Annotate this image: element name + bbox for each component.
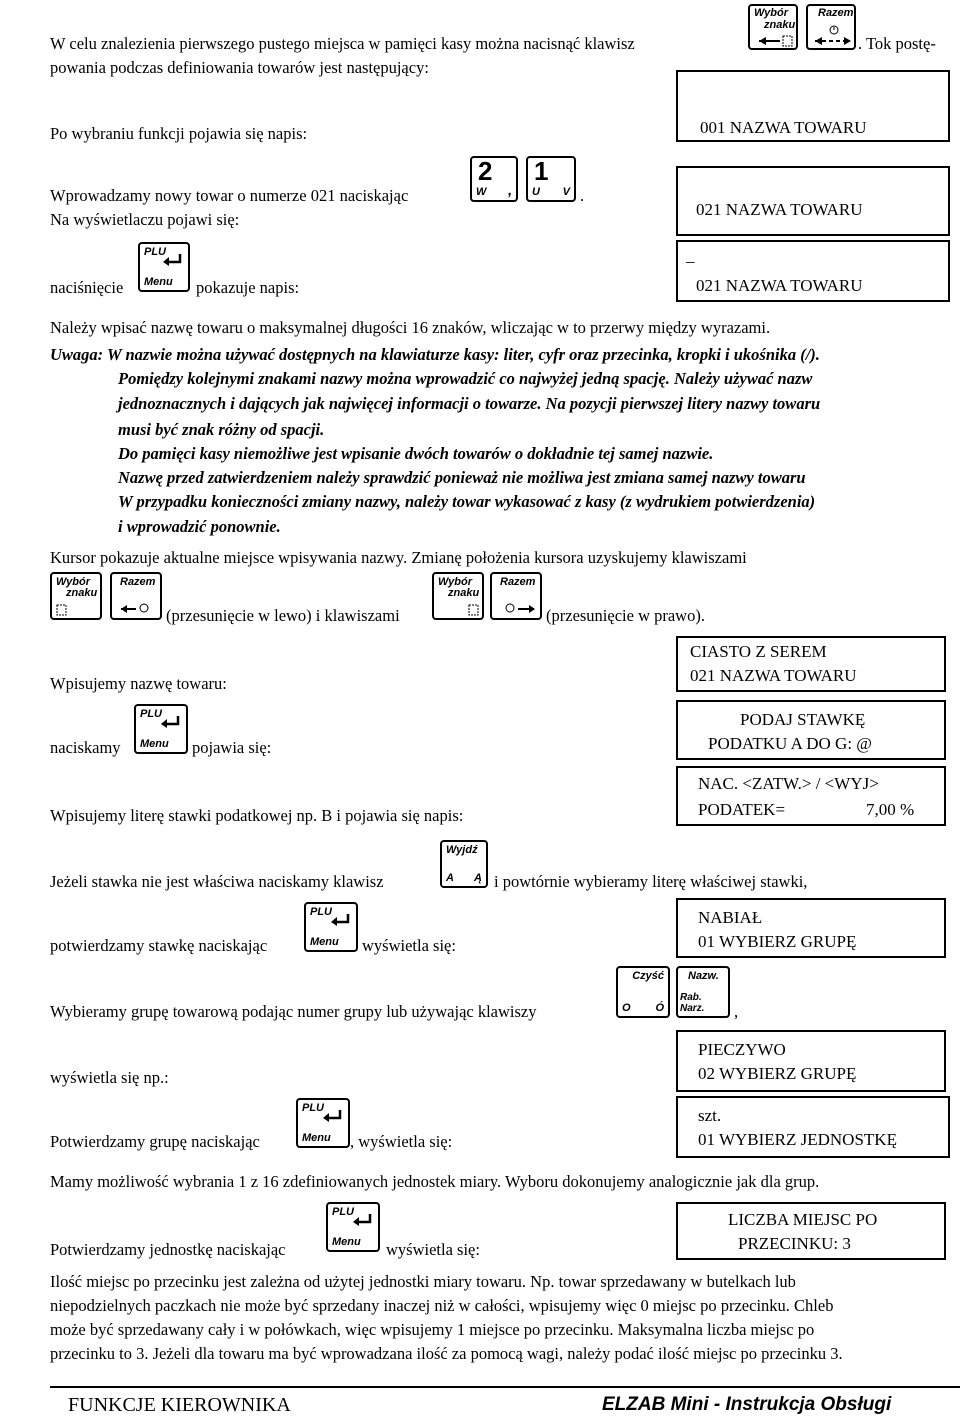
step3-label-a: naciśnięcie <box>50 278 124 297</box>
footer-right: ELZAB Mini - Instrukcja Obsługi <box>602 1394 892 1415</box>
warning-line-8: i wprowadzić ponownie. <box>118 517 281 536</box>
step2-label-b: Na wyświetlaczu pojawi się: <box>50 210 240 229</box>
wrong-rate-a: Jeżeli stawka nie jest właściwa naciskamy klawisz <box>50 872 384 891</box>
key-wybor-znaku-right[interactable]: Wybór znaku <box>432 572 484 620</box>
display-podatek: NAC. <ZATW.> / <WYJ> PODATEK= 7,00 % <box>676 766 946 826</box>
final-line-3: może być sprzedawany cały i w połówkach, więc wpisujemy 1 miejsce po przecinku. Maksymalna liczba miejsc po <box>50 1320 815 1339</box>
confirm-unit-a: Potwierdzamy jednostkę naciskając <box>50 1240 286 1259</box>
confirm-rate-a: potwierdzamy stawkę naciskając <box>50 936 268 955</box>
final-line-2: niepodzielnych paczkach nie może być sprzedany inaczej niż w całości, wpisujemy więc 0 miejsc po przecinku. Chleb <box>50 1296 834 1315</box>
footer-left: FUNKCJE KIEROWNIKA <box>68 1394 291 1416</box>
warning-line-6: Nazwę przed zatwierdzeniem należy sprawdzić ponieważ nie możliwa jest zmiana samej nazwy towaru <box>118 468 806 487</box>
choose-group-a: Wybieramy grupę towarową podając numer grupy lub używając klawiszy <box>50 1002 537 1021</box>
square-icon <box>468 604 480 616</box>
key-razem-left[interactable]: Razem <box>110 572 162 620</box>
key-plu-menu[interactable]: PLU Menu <box>134 704 188 754</box>
step2-label-a: Wprowadzamy nowy towar o numerze 021 naciskając <box>50 186 409 205</box>
display-pieczywo: PIECZYWO 02 WYBIERZ GRUPĘ <box>676 1030 946 1092</box>
display-szt: szt. 01 WYBIERZ JEDNOSTKĘ <box>676 1096 950 1158</box>
warning-line-4: musi być znak różny od spacji. <box>118 420 325 439</box>
intro-line-1a: W celu znalezienia pierwszego pustego miejsca w pamięci kasy można nacisnąć klawisz <box>50 34 635 53</box>
press-label-b: pojawia się: <box>192 738 272 757</box>
display-podaj-stawke: PODAJ STAWKĘ PODATKU A DO G: @ <box>676 700 946 760</box>
enter-icon <box>161 716 181 728</box>
arrow-left-icon <box>756 34 794 48</box>
arrow-right-icon <box>812 24 854 48</box>
confirm-group-a: Potwierdzamy grupę naciskając <box>50 1132 260 1151</box>
footer-rule <box>50 1386 960 1388</box>
square-icon <box>56 604 68 616</box>
example-label: wyświetla się np.: <box>50 1068 169 1087</box>
enter-icon <box>323 1110 343 1122</box>
display-021: 021 NAZWA TOWARU <box>676 166 950 236</box>
choose-group-b: , <box>734 1002 739 1021</box>
step1-label: Po wybraniu funkcji pojawia się napis: <box>50 124 308 143</box>
key-1-uv[interactable]: 1 U V <box>526 156 576 202</box>
key-plu-menu[interactable]: PLU Menu <box>138 242 190 292</box>
warning-line-5: Do pamięci kasy niemożliwe jest wpisanie dwóch towarów o dokładnie tej samej nazwie. <box>118 444 714 463</box>
enter-icon <box>353 1214 373 1226</box>
key-czysc[interactable]: Czyść O Ó <box>616 966 670 1018</box>
warning-line-1: Uwaga: W nazwie można używać dostępnych na klawiaturze kasy: liter, cyfr oraz przecinka, kropki i ukośnika (/). <box>50 345 820 364</box>
display-001: 001 NAZWA TOWARU <box>676 70 950 142</box>
final-line-1: Ilość miejsc po przecinku jest zależna od użytej jednostki miary towaru. Np. towar sprzedawany w butelkach lub <box>50 1272 796 1291</box>
display-liczba-miejsc: LICZBA MIEJSC PO PRZECINKU: 3 <box>676 1202 946 1260</box>
confirm-rate-b: wyświetla się: <box>362 936 456 955</box>
confirm-group-b: , wyświetla się: <box>350 1132 453 1151</box>
key-wybor-znaku[interactable]: Wybór znaku <box>748 4 798 50</box>
enter-icon <box>163 254 183 266</box>
unit-text: Mamy możliwość wybrania 1 z 16 zdefiniowanych jednostek miary. Wyboru dokonujemy analogicznie jak dla grup. <box>50 1172 820 1191</box>
key-razem[interactable]: Razem <box>806 4 856 50</box>
wrong-rate-b: i powtórnie wybieramy literę właściwej stawki, <box>494 872 808 891</box>
confirm-unit-b: wyświetla się: <box>386 1240 480 1259</box>
step3-label-b: pokazuje napis: <box>196 278 300 297</box>
enter-icon <box>331 914 351 926</box>
name-label: Wpisujemy nazwę towaru: <box>50 674 227 693</box>
intro-line-2: powania podczas definiowania towarów jest następujący: <box>50 58 429 77</box>
key-razem-right[interactable]: Razem <box>490 572 542 620</box>
arrow-left-icon <box>118 592 158 616</box>
press-label-a: naciskamy <box>50 738 121 757</box>
key-plu-menu[interactable]: PLU Menu <box>326 1202 380 1252</box>
final-line-4: przecinku to 3. Jeżeli dla towaru ma być wprowadzana ilość za pomocą wagi, należy podać ilość miejsc po przecinku 3. <box>50 1344 843 1363</box>
key-wybor-znaku-left[interactable]: Wybór znaku <box>50 572 102 620</box>
key-plu-menu[interactable]: PLU Menu <box>296 1098 350 1148</box>
arrow-right-icon <box>496 592 538 616</box>
warning-line-7: W przypadku konieczności zmiany nazwy, należy towar wykasować z kasy (z wydrukiem potwierdzenia) <box>118 492 816 511</box>
key-2-w[interactable]: 2 W , <box>470 156 518 202</box>
key-plu-menu[interactable]: PLU Menu <box>304 902 358 952</box>
warning-line-3: jednoznacznych i dających jak najwięcej informacji o towarze. Na pozycji pierwszej litery nazwy towaru <box>118 394 821 413</box>
tax-label: Wpisujemy literę stawki podatkowej np. B i pojawia się napis: <box>50 806 464 825</box>
display-nabial: NABIAŁ 01 WYBIERZ GRUPĘ <box>676 898 946 958</box>
key-wyjdz[interactable]: Wyjdź A Ą <box>440 840 488 888</box>
display-ciasto: CIASTO Z SEREM 021 NAZWA TOWARU <box>676 636 946 692</box>
step4-text: Należy wpisać nazwę towaru o maksymalnej długości 16 znaków, wliczając w to przerwy między wyrazami. <box>50 318 771 337</box>
cursor-left-label: (przesunięcie w lewo) i klawiszami <box>166 606 400 625</box>
intro-line-1b: . Tok postę- <box>858 34 936 53</box>
cursor-right-label: (przesunięcie w prawo). <box>546 606 705 625</box>
step2-dot: . <box>580 186 585 205</box>
cursor-text: Kursor pokazuje aktualne miejsce wpisywania nazwy. Zmianę położenia kursora uzyskujemy klawiszami <box>50 548 747 567</box>
key-nazw[interactable]: Nazw. Rab. Narz. <box>676 966 730 1018</box>
display-021-edit: _ 021 NAZWA TOWARU <box>676 240 950 302</box>
warning-line-2: Pomiędzy kolejnymi znakami nazwy można wprowadzić co najwyżej jedną spację. Należy używać nazw <box>118 369 813 388</box>
